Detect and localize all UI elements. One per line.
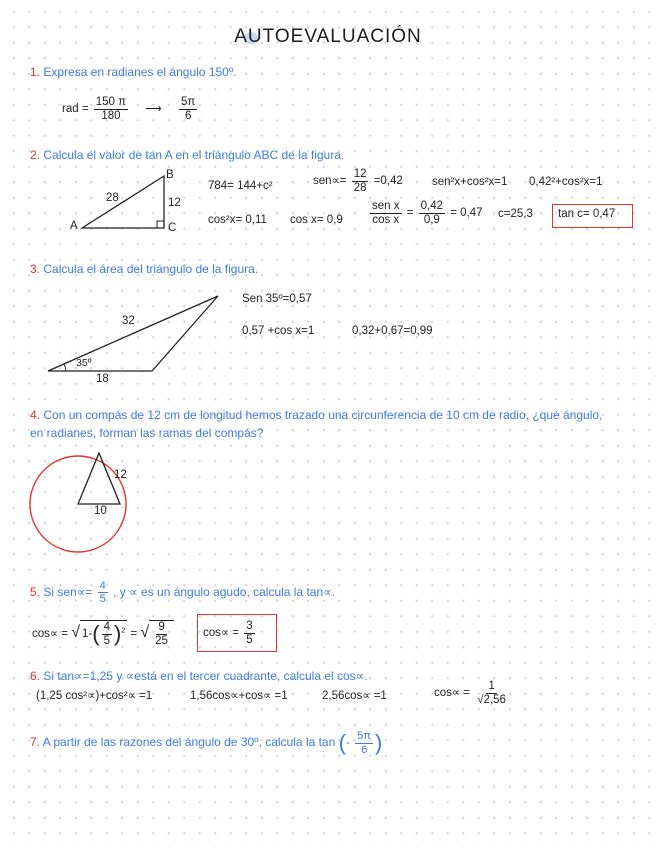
question-5-fraction xyxy=(98,580,108,605)
q1-result-den: 6 xyxy=(184,109,192,122)
question-5-frac-num: 4 xyxy=(99,580,106,592)
q2-work-2-post: =0,42 xyxy=(373,175,403,188)
q2-label-side: 12 xyxy=(168,197,181,209)
q5-work-rad-frac xyxy=(102,621,112,647)
question-1-number: 1. xyxy=(30,65,41,79)
q2-work-2-pre: sen∝= xyxy=(313,175,347,188)
question-4-text-1: Con un compás de 12 cm de longitud hemos trazado una circunferencia de 10 cm de radio, ¿qué ángulo, xyxy=(43,408,603,422)
q6-work-4-den-value: 2,56 xyxy=(483,693,506,706)
question-6-number: 6. xyxy=(30,669,41,683)
q5-work-rad2-den: 25 xyxy=(155,634,168,647)
q4-label-leg: 12 xyxy=(114,469,127,481)
q2-work-7-den2: 0,9 xyxy=(423,213,440,226)
q5-work-pre: cos∝ = xyxy=(32,628,69,641)
q5-work: cos∝ = √ 1-( $\frac{4}{5}$ )$^2$ = √ $\frac{9}{25}$ xyxy=(32,620,174,647)
q5-work-radical: 1-( $\frac{4}{5}$ )$^2$ xyxy=(82,621,126,647)
q5-work-rad-num: 4 xyxy=(103,621,110,633)
q2-answer: tan c= 0,47 xyxy=(558,208,616,220)
q2-work-1: 784= 144+c² xyxy=(208,180,273,192)
q5-work-rad2-frac xyxy=(153,621,170,647)
q6-work-3: 2,56cos∝ =1 xyxy=(322,690,387,702)
q4-label-radius: 10 xyxy=(94,505,107,517)
question-5-text-b: , y ∝ es un ángulo agudo, calcula la tan∝. xyxy=(113,584,336,599)
question-6 xyxy=(30,669,368,683)
question-5-frac-den: 5 xyxy=(99,593,106,606)
q3-work-3: 0,32+0,67=0,99 xyxy=(352,325,433,337)
q6-work-1: (1,25 cos²∝)+cos²∝ =1 xyxy=(36,690,153,702)
q2-work-2-den: 28 xyxy=(353,181,367,194)
question-5-text-a: Si sen∝= xyxy=(43,584,93,599)
question-3-number: 3. xyxy=(30,262,41,276)
q2-work-8: c=25,3 xyxy=(498,208,533,220)
q5-answer-pre: cos∝ = xyxy=(203,627,240,640)
q6-work-2: 1,56cos∝+cos∝ =1 xyxy=(190,690,288,702)
question-7-frac-num: 5π xyxy=(357,730,371,743)
q2-work-3: sen²x+cos²x=1 xyxy=(432,176,508,188)
q2-work-5: cos²x= 0,11 xyxy=(208,214,267,226)
question-2-text: Calcula el valor de tan A en el triángulo ABC de la figura. xyxy=(43,148,345,162)
q3-work-1: Sen 35º=0,57 xyxy=(242,293,312,305)
q3-label-base: 18 xyxy=(96,373,109,385)
q5-answer-den: 5 xyxy=(246,633,253,646)
question-7: 7. A partir de las razones del ángulo de 30º, calcula la tan (- $\frac{5\pi}{6}$ ) xyxy=(30,730,383,756)
q2-work-7-post: = 0,47 xyxy=(450,207,483,220)
q6-work-4-fraction xyxy=(475,680,508,706)
q5-work-rad-den: 5 xyxy=(103,634,110,647)
question-7-fraction xyxy=(355,730,373,755)
q6-work-4-pre: cos∝ = xyxy=(434,687,471,700)
q2-work-4: 0,42²+cos²x=1 xyxy=(529,176,603,188)
q6-work-4 xyxy=(434,680,510,706)
q2-label-b: B xyxy=(166,169,174,181)
question-3-text: Calcula el área del triángulo de la figura. xyxy=(43,262,259,276)
question-5-number: 5. xyxy=(30,584,41,599)
q5-work-rad-a: 1- xyxy=(82,628,93,641)
q2-work-7-num2: 0,42 xyxy=(420,200,444,212)
question-7-text: A partir de las razones del ángulo de 30º, calcula la tan xyxy=(42,735,336,750)
q2-work-7-eq: = xyxy=(406,207,414,220)
q5-answer-num: 3 xyxy=(246,620,253,632)
q3-label-side: 32 xyxy=(122,315,135,327)
q1-work-den: 180 xyxy=(101,109,121,122)
page-title: AUTOEVALUACIÓN xyxy=(234,26,422,47)
question-6-text: Si tan∝=1,25 y ∝está en el tercer cuadrante, calcula el cos∝. xyxy=(43,669,368,683)
q1-work-arrow: ⟶ xyxy=(145,103,162,116)
question-5 xyxy=(30,580,335,605)
question-4-number: 4. xyxy=(30,408,41,422)
q2-work-7-num: sen x xyxy=(372,200,400,212)
q1-work-lhs: rad = xyxy=(62,103,89,116)
q3-label-angle: 35º xyxy=(76,357,92,369)
q6-work-4-den: √2,56 xyxy=(477,693,506,706)
q1-result-num: 5π xyxy=(180,96,196,108)
q2-work-6: cos x= 0,9 xyxy=(290,214,343,226)
q3-work-2: 0,57 +cos x=1 xyxy=(242,325,315,337)
q2-label-c: C xyxy=(168,222,177,234)
q1-work-num: 150 π xyxy=(95,96,127,108)
question-2-number: 2. xyxy=(30,148,41,162)
question-1-text: Expresa en radianes el ángulo 150º. xyxy=(43,65,237,79)
q5-work-eq: = xyxy=(130,628,138,641)
q2-work-7-den: cos x xyxy=(372,213,400,226)
q5-answer-fraction xyxy=(244,620,254,646)
q5-answer xyxy=(203,620,257,646)
question-7-number: 7. xyxy=(30,735,41,750)
q2-label-hyp: 28 xyxy=(106,192,119,204)
q5-work-rad2-num: 9 xyxy=(158,621,165,633)
q2-work-2-num: 12 xyxy=(353,168,367,180)
q5-work-radical-2 xyxy=(149,620,174,647)
question-7-sign: - xyxy=(345,735,350,750)
question-7-frac-den: 6 xyxy=(361,743,368,756)
q2-label-a: A xyxy=(70,220,78,232)
question-4-line-2: en radianes, forman las ramas del compás? xyxy=(30,426,264,440)
q6-work-4-num: 1 xyxy=(488,680,495,692)
